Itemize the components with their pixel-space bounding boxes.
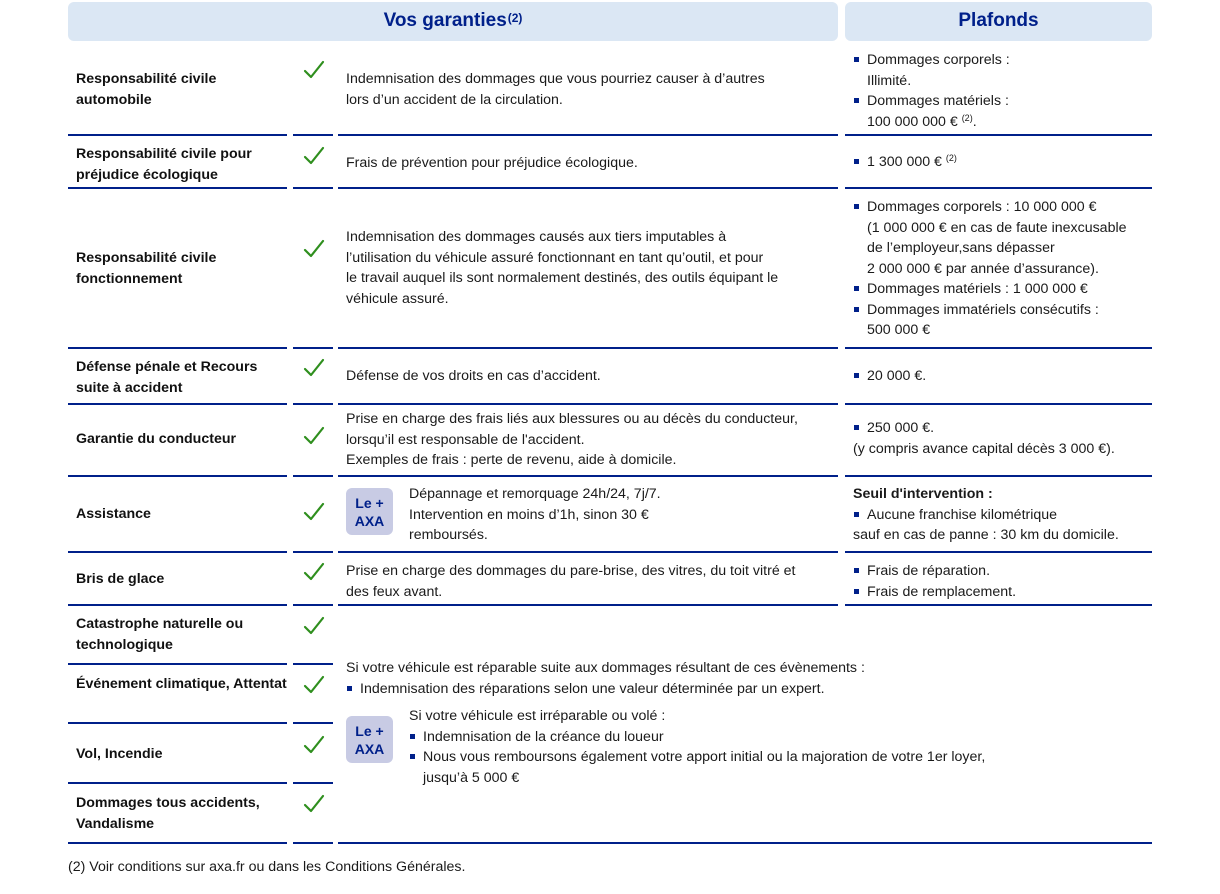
- desc-line: remboursés.: [409, 527, 488, 543]
- check-icon: [302, 614, 326, 638]
- row-name: Catastrophe naturelle ou technologique: [76, 616, 244, 653]
- plafond-item: Dommages matériels :: [853, 91, 1153, 112]
- footnote-ref: (2): [945, 153, 957, 163]
- check-icon: [302, 237, 326, 261]
- plafond-line: 2 000 000 € par année d’assurance).: [867, 260, 1099, 277]
- row-description: [409, 484, 661, 546]
- row-description: [346, 366, 601, 387]
- check-icon: [302, 560, 326, 584]
- plafond-item: Dommages corporels :: [853, 50, 1153, 71]
- row-name: Dommages tous accidents, Vandalisme: [76, 795, 260, 832]
- group-bullet-cont: jusqu’à 5 000 €: [423, 769, 520, 786]
- badge-line: AXA: [354, 740, 385, 757]
- desc-line: lors d’un accident de la circulation.: [346, 91, 563, 108]
- row-name: Responsabilité civile fonctionnement: [76, 250, 217, 287]
- badge-line: Le +: [355, 722, 384, 739]
- check-icon: [302, 792, 326, 816]
- plafond-item: Frais de réparation.: [853, 561, 1153, 582]
- header-garanties: [68, 2, 838, 41]
- check-icon: [302, 424, 326, 448]
- plafond-line: sauf en cas de panne : 30 km du domicile.: [853, 527, 1119, 543]
- group-bullet: Nous vous remboursons également votre apport initial ou la majoration de votre 1er loyer,: [409, 747, 985, 768]
- plafond-line: [853, 112, 1153, 134]
- group-bullet: Indemnisation de la créance du loueur: [409, 727, 985, 748]
- header-garanties-label: Vos garanties: [383, 10, 507, 32]
- desc-line: lorsqu’il est responsable de l'accident.: [346, 431, 585, 448]
- plafond-item: Aucune franchise kilométrique: [853, 505, 1153, 526]
- plafond-item: Dommages corporels : 10 000 000 €: [853, 197, 1153, 218]
- plafond-item: Dommages immatériels consécutifs :: [853, 300, 1153, 321]
- row-name: Événement climatique, Attentat: [76, 676, 287, 692]
- row-name: Défense pénale et Recours suite à accident: [76, 359, 258, 396]
- plafond-line: 500 000 €: [867, 322, 931, 338]
- plafond-heading: Seuil d'intervention :: [853, 486, 993, 502]
- group-intro: Si votre véhicule est réparable suite aux dommages résultant de ces évènements :: [346, 660, 865, 676]
- header-plafonds-label: Plafonds: [958, 10, 1039, 32]
- row-plafonds: [853, 50, 1153, 133]
- row-plafonds: [853, 152, 1153, 174]
- plafond-item: 20 000 €.: [853, 366, 1153, 387]
- plafond-value: 1 300 000 €: [867, 154, 942, 170]
- row-name: Bris de glace: [76, 571, 165, 587]
- desc-line: Exemples de frais : perte de revenu, aide à domicile.: [346, 452, 677, 468]
- check-icon: [302, 58, 326, 82]
- row-name: Assistance: [76, 506, 151, 522]
- le-plus-axa-badge: [346, 716, 393, 763]
- check-icon: [302, 144, 326, 168]
- plafond-line: (y compris avance capital décès 3 000 €).: [853, 440, 1115, 457]
- row-name: Responsabilité civile automobile: [76, 71, 217, 108]
- desc-line: Prise en charge des dommages du pare-brise, des vitres, du toit vitré et: [346, 563, 796, 579]
- desc-line: Frais de prévention pour préjudice écologique.: [346, 155, 638, 171]
- check-icon: [302, 500, 326, 524]
- check-icon: [302, 733, 326, 757]
- desc-line: l’utilisation du véhicule assuré fonctionnant en tant qu’outil, et pour: [346, 249, 764, 266]
- plafond-line: (1 000 000 € en cas de faute inexcusable: [867, 219, 1127, 236]
- badge-line: Le +: [355, 494, 384, 511]
- row-plafonds: [853, 484, 1153, 546]
- header-plafonds: [845, 2, 1152, 41]
- row-name: Garantie du conducteur: [76, 431, 237, 447]
- row-description: [346, 561, 796, 602]
- row-description: [346, 409, 798, 471]
- desc-line: véhicule assuré.: [346, 290, 449, 307]
- row-description: [346, 69, 765, 110]
- footnote-ref: (2): [961, 112, 973, 123]
- plafond-value: 100 000 000 €: [867, 113, 958, 130]
- check-icon: [302, 356, 326, 380]
- row-description: [346, 153, 638, 174]
- plafond-item: Frais de remplacement.: [853, 582, 1153, 603]
- row-plafonds: [853, 366, 1153, 387]
- plafond-item: [853, 152, 1153, 174]
- group-sub-intro: Si votre véhicule est irréparable ou volé :: [409, 708, 666, 724]
- desc-line: Prise en charge des frais liés aux blessures ou au décès du conducteur,: [346, 411, 798, 427]
- row-name: Vol, Incendie: [76, 746, 163, 762]
- desc-line: le travail auquel ils sont normalement destinés, des outils équipant le: [346, 270, 779, 286]
- header-garanties-note: (2): [507, 11, 523, 26]
- group-description: [346, 658, 865, 699]
- desc-line: Défense de vos droits en cas d’accident.: [346, 368, 601, 384]
- group-sub-description: [409, 706, 985, 788]
- row-description: [346, 227, 778, 309]
- plafond-line: Illimité.: [867, 72, 912, 89]
- row-plafonds: [853, 197, 1153, 341]
- footnote: (2) Voir conditions sur axa.fr ou dans les Conditions Générales.: [68, 859, 466, 875]
- desc-line: Dépannage et remorquage 24h/24, 7j/7.: [409, 486, 661, 502]
- badge-line: AXA: [354, 512, 385, 529]
- row-plafonds: [853, 418, 1153, 459]
- group-bullet: Indemnisation des réparations selon une valeur déterminée par un expert.: [346, 679, 865, 700]
- desc-line: Indemnisation des dommages que vous pourriez causer à d’autres: [346, 71, 765, 87]
- row-name: Responsabilité civile pour préjudice écologique: [76, 146, 252, 183]
- plafond-item: Dommages matériels : 1 000 000 €: [853, 279, 1153, 300]
- check-icon: [302, 673, 326, 697]
- desc-line: Intervention en moins d’1h, sinon 30 €: [409, 506, 649, 523]
- plafond-punct: .: [972, 113, 977, 130]
- row-plafonds: [853, 561, 1153, 602]
- plafond-line: de l’employeur,sans dépasser: [867, 240, 1055, 256]
- plafond-item: 250 000 €.: [853, 418, 1153, 439]
- desc-line: des feux avant.: [346, 583, 443, 600]
- desc-line: Indemnisation des dommages causés aux tiers imputables à: [346, 229, 727, 245]
- le-plus-axa-badge: [346, 488, 393, 535]
